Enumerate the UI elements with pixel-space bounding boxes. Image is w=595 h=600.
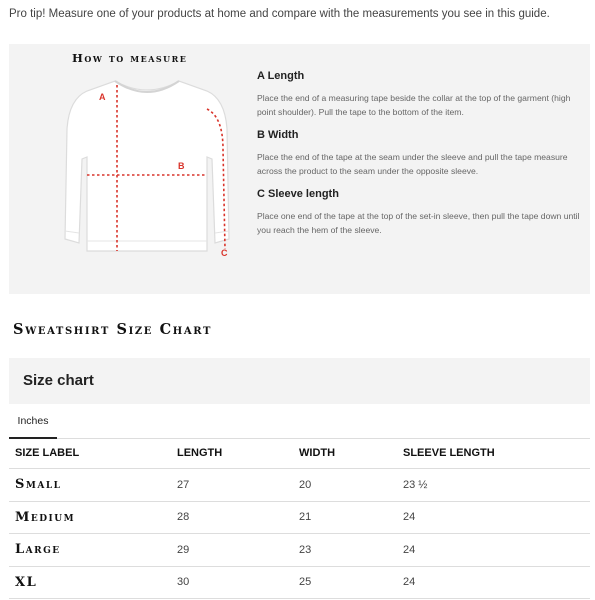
table-row <box>9 566 590 599</box>
sweatshirt-illustration <box>65 81 229 251</box>
size-label-cell: Small <box>9 469 171 502</box>
header-length: LENGTH <box>171 438 293 469</box>
label-b: B <box>178 161 185 171</box>
sleeve-length-cell: 24 <box>397 501 590 534</box>
sweatshirt-diagram <box>57 69 237 269</box>
label-c: C <box>221 248 228 258</box>
size-label-cell: Medium <box>9 501 171 534</box>
width-cell: 20 <box>293 469 397 502</box>
table-header-row <box>9 438 590 469</box>
size-label-cell: XL <box>9 566 171 599</box>
length-cell: 30 <box>171 566 293 599</box>
how-to-measure-panel <box>9 44 590 294</box>
pro-tip-text: Pro tip! Measure one of your products at home and compare with the measurements you see in this guide. <box>9 8 550 20</box>
length-cell: 28 <box>171 501 293 534</box>
measure-width-title: B Width <box>257 129 299 141</box>
width-cell: 21 <box>293 501 397 534</box>
size-chart-heading: Size chart <box>23 372 94 389</box>
measure-width-text: Place the end of the tape at the seam under the sleeve and pull the tape measure across the product to the seam under the opposite sleeve. <box>257 152 568 176</box>
measure-sleeve-text: Place one end of the tape at the top of the set-in sleeve, then pull the tape down until you reach the hem of the sleeve. <box>257 211 580 235</box>
measure-width <box>257 129 587 178</box>
length-cell: 27 <box>171 469 293 502</box>
width-cell: 25 <box>293 566 397 599</box>
tab-inches[interactable]: Inches <box>9 404 57 439</box>
sleeve-length-cell: 24 <box>397 566 590 599</box>
size-chart-section-title: Sweatshirt Size Chart <box>13 321 212 338</box>
size-table <box>9 438 590 599</box>
sleeve-length-cell: 24 <box>397 534 590 567</box>
table-row <box>9 534 590 567</box>
header-sleeve-length: SLEEVE LENGTH <box>397 438 590 469</box>
sleeve-length-cell: 23 ½ <box>397 469 590 502</box>
width-cell: 23 <box>293 534 397 567</box>
size-chart-header <box>9 358 590 404</box>
header-size-label: SIZE LABEL <box>9 438 171 469</box>
label-a: A <box>99 92 106 102</box>
how-to-measure-title: How to measure <box>72 51 188 65</box>
length-cell: 29 <box>171 534 293 567</box>
table-row <box>9 469 590 502</box>
measure-length-title: A Length <box>257 70 305 82</box>
size-label-cell: Large <box>9 534 171 567</box>
unit-tabs <box>9 404 590 439</box>
header-width: WIDTH <box>293 438 397 469</box>
measure-sleeve <box>257 188 587 237</box>
table-row <box>9 501 590 534</box>
measure-sleeve-title: C Sleeve length <box>257 188 339 200</box>
measure-length <box>257 70 587 119</box>
measure-length-text: Place the end of a measuring tape beside the collar at the top of the garment (high point shoulder). Pull the tape to the bottom of the item. <box>257 93 571 117</box>
